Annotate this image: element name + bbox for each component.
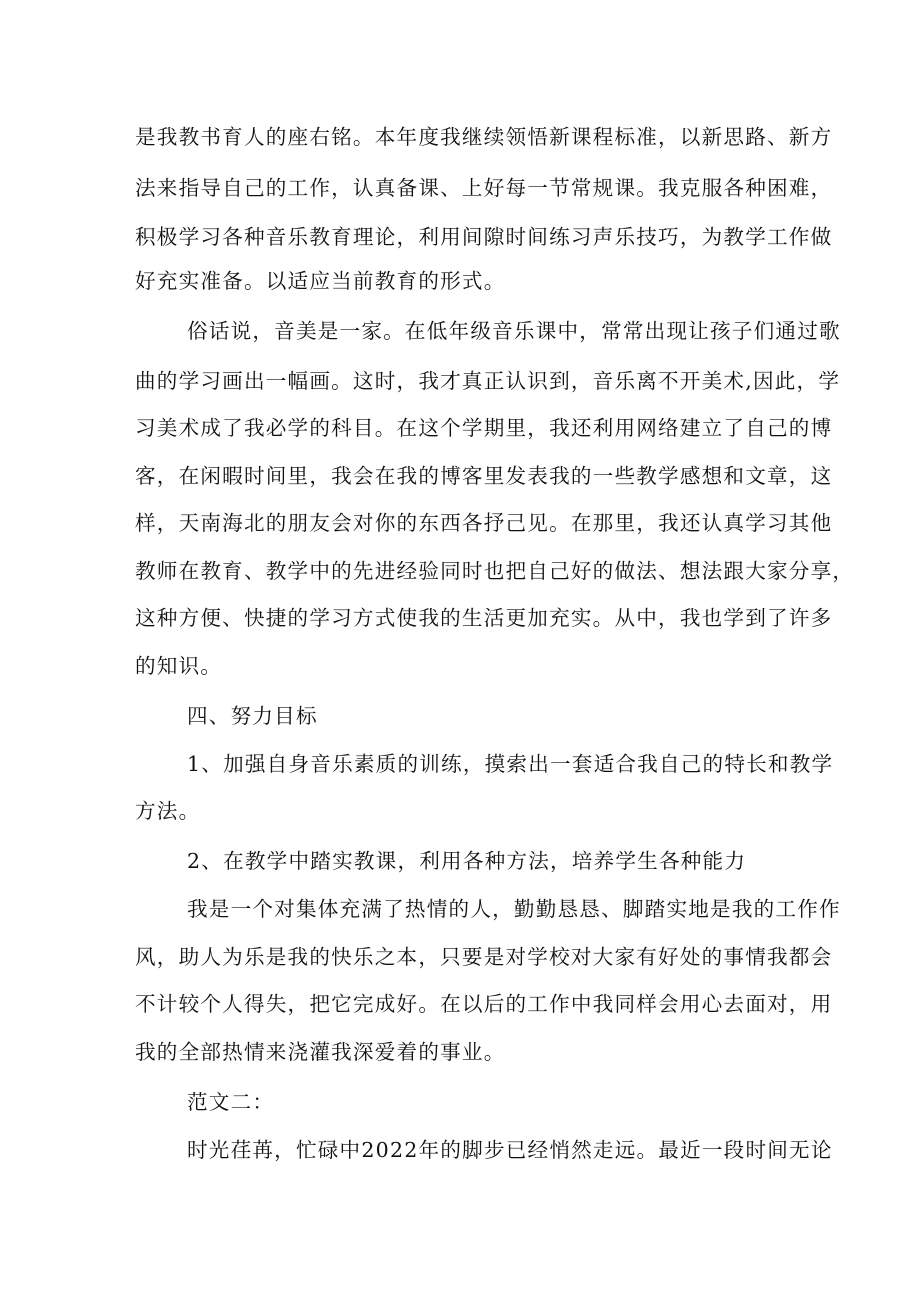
text-line: 这种方便、快捷的学习方式使我的生活更加充实。从中，我也学到了许多 xyxy=(135,606,833,630)
text-line: 样，天南海北的朋友会对你的东西各抒己见。在那里，我还认真学习其他 xyxy=(135,511,833,535)
section-heading: 四、努力目标 xyxy=(187,704,318,728)
text-line: 曲的学习画出一幅画。这时，我才真正认识到，音乐离不开美术,因此，学 xyxy=(135,369,841,393)
text-line: 俗话说，音美是一家。在低年级音乐课中，常常出现让孩子们通过歌 xyxy=(187,319,841,343)
list-item-text: 2、在教学中踏实教课，利用各种方法，培养学生各种能力 xyxy=(187,849,747,873)
section-heading: 范文二： xyxy=(187,1090,275,1114)
text-line: 积极学习各种音乐教育理论，利用间隙时间练习声乐技巧，为教学工作做 xyxy=(135,225,833,249)
text-line: 好充实准备。以适应当前教育的形式。 xyxy=(135,269,506,293)
text-line: 教师在教育、教学中的先进经验同时也把自己好的做法、想法跟大家分享， xyxy=(135,559,855,583)
list-item-text: 1、加强自身音乐素质的训练，摸索出一套适合我自己的特长和教学 xyxy=(187,752,834,776)
text-line: 不计较个人得失，把它完成好。在以后的工作中我同样会用心去面对，用 xyxy=(135,992,833,1016)
text-line: 习美术成了我必学的科目。在这个学期里，我还利用网络建立了自己的博 xyxy=(135,416,833,440)
text-line: 客，在闲暇时间里，我会在我的博客里发表我的一些教学感想和文章，这 xyxy=(135,464,833,488)
text-line: 我的全部热情来浇灌我深爱着的事业。 xyxy=(135,1040,506,1064)
text-line: 风，助人为乐是我的快乐之本，只要是对学校对大家有好处的事情我都会 xyxy=(135,945,833,969)
text-line: 法来指导自己的工作，认真备课、上好每一节常规课。我克服各种困难， xyxy=(135,176,833,200)
text-line: 是我教书育人的座右铭。本年度我继续领悟新课程标准，以新思路、新方 xyxy=(135,125,833,149)
list-item-text: 方法。 xyxy=(135,799,201,823)
text-line: 时光荏苒，忙碌中2022年的脚步已经悄然走远。最近一段时间无论 xyxy=(187,1138,833,1162)
text-line: 我是一个对集体充满了热情的人，勤勤恳恳、脚踏实地是我的工作作 xyxy=(187,897,841,921)
text-line: 的知识。 xyxy=(135,654,223,678)
